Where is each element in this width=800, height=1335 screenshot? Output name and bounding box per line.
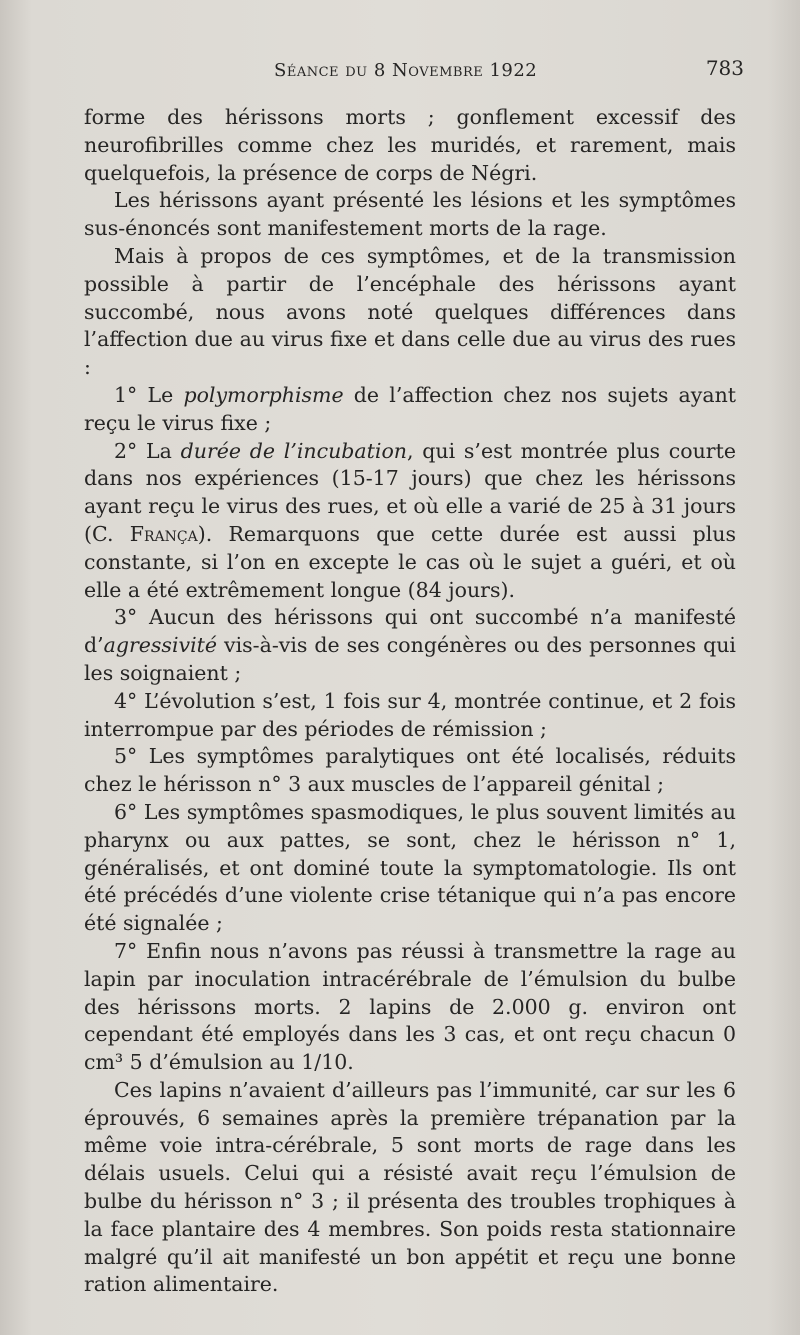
italic-term: durée de l’incubation (180, 438, 407, 463)
paragraph (84, 604, 736, 687)
paragraph (84, 243, 736, 382)
paragraph (84, 938, 736, 1077)
text-segment: ). Remarquons que cette durée est aussi plus constante, si l’on en excepte le cas où le sujet a guéri, et où elle a été extrêmement longue (84 jours). (84, 521, 736, 602)
paragraph (84, 187, 736, 243)
paragraph (84, 104, 736, 187)
text-segment: 7° Enfin nous n’avons pas réussi à transmettre la rage au lapin par inoculation intracérébrale de l’émulsion du bulbe des hérissons morts. 2 lapins de 2.000 g. environ ont cependant été employés dans les 3 cas, et ont reçu chacun 0 cm³ 5 d’émulsion au 1/10. (84, 938, 736, 1075)
page-header (84, 56, 744, 86)
text-segment: de l’affection chez nos sujets ayant reçu le virus fixe ; (84, 382, 737, 435)
paragraph (84, 1077, 736, 1299)
text-segment: 5° Les symptômes paralytiques ont été localisés, réduits chez le hérisson n° 3 aux muscles de l’appareil génital ; (84, 744, 736, 797)
author-citation: C. França (92, 521, 198, 546)
text-segment: Ces lapins n’avaient d’ailleurs pas l’immunité, car sur les 6 éprouvés, 6 semaines après la première trépanation par la même voie intra-cérébrale, 5 sont morts de rage dans les délais usuels. Celui qui a résisté avait reçu l’émulsion de bulbe du hérisson n° 3 ; il présenta des troubles trophiques à la face plantaire des 4 membres. Son poids resta stationnaire malgré qu’il ait manifesté un bon appétit et reçu une bonne ration alimentaire. (84, 1077, 736, 1297)
text-segment: 4° L’évolution s’est, 1 fois sur 4, montrée continue, et 2 fois interrompue par des périodes de rémission ; (84, 688, 736, 741)
text-segment: Les hérissons ayant présenté les lésions et les symptômes sus-énoncés sont manifestement morts de la rage. (84, 188, 736, 241)
text-segment: 1° Le (114, 382, 184, 407)
paragraph (84, 382, 736, 438)
paragraph (84, 743, 736, 799)
paragraph (84, 438, 736, 605)
text-segment: forme des hérissons morts ; gonflement excessif des neurofibrilles comme chez les muridés, et rarement, mais quelquefois, la présence de corps de Négri. (84, 105, 736, 185)
text-segment: , qui s’est montrée plus courte dans nos expériences (15-17 jours) que chez les hérissons ayant reçu le virus des rues, et où elle a varié de 25 à 31 jours ( (84, 438, 736, 546)
italic-term: agressivité (103, 633, 218, 658)
page-number: 783 (705, 56, 744, 80)
italic-term: polymorphisme (183, 382, 344, 407)
text-segment: 2° La (114, 438, 181, 463)
text-segment: 6° Les symptômes spasmodiques, le plus souvent limités au pharynx ou aux pattes, se sont, chez le hérisson n° 1, généralisés, et ont dominé toute la symptomatologie. Ils ont été précédés d’une violente crise tétanique qui n’a pas encore été signalée ; (84, 799, 736, 936)
running-head: Séance du 8 Novembre 1922 (274, 60, 538, 81)
paragraph (84, 688, 736, 744)
body-text (84, 104, 736, 1299)
text-segment: vis-à-vis de ses congénères ou des personnes qui les soignaient ; (84, 633, 736, 685)
paragraph (84, 799, 736, 938)
text-segment: 3° Aucun des hérissons qui ont succombé n’a manifesté d’ (84, 605, 736, 658)
text-segment: Mais à propos de ces symptômes, et de la transmission possible à partir de l’encéphale des hérissons ayant succombé, nous avons noté quelques différences dans l’affection due au virus fixe et dans celle due au virus des rues : (84, 243, 736, 380)
